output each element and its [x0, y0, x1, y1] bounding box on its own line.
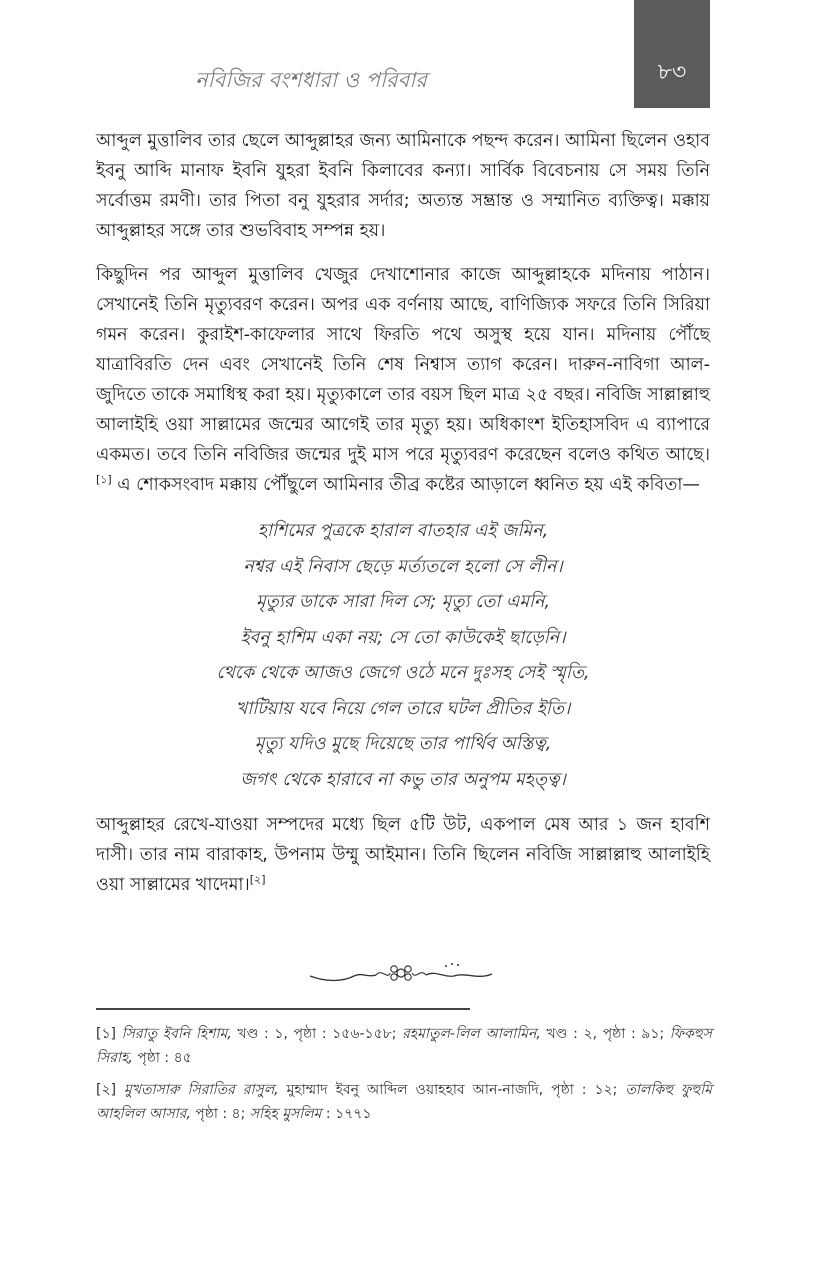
footnote-text: : ১৭৭১: [321, 1106, 372, 1122]
paragraph-2-text-b: এ শোকসংবাদ মক্কায় পৌঁছুলে আমিনার তীব্র কষ্টের আড়ালে ধ্বনিত হয় এই কবিতা—: [111, 475, 700, 495]
footnote-text: খণ্ড : ১, পৃষ্ঠা : ১৫৬-১৫৮;: [231, 1026, 403, 1042]
footnote-source-title: মুখতাসারু সিরাতির রাসুল,: [124, 1082, 279, 1098]
footnote-text: পৃষ্ঠা : ৪৫: [132, 1050, 192, 1066]
paragraph-2-text-a: কিছুদিন পর আব্দুল মুত্তালিব খেজুর দেখাশোনার কাজে আব্দুল্লাহকে মদিনায় পাঠান। সেখানেই তিনি মৃত্যুবরণ করেন। অপর এক বর্ণনায় আছে, বাণিজ্যিক সফরে তিনি সিরিয়া গমন করেন। কুরাইশ-কাফেলার সাথে ফিরতি পথে অসুস্থ হয়ে যান। মদিনায় পৌঁছে যাত্রাবিরতি দেন এবং সেখানেই তিনি শেষ নিশ্বাস ত্যাগ করেন। দারুন-নাবিগা আল-জুদিতে তাকে সমাধিস্থ করা হয়। মৃত্যুকালে তার বয়স ছিল মাত্র ২৫ বছর। নবিজি সাল্লাল্লাহু আলাইহি ওয়া সাল্লামের জন্মের আগেই তার মৃত্যু হয়। অধিকাংশ ইতিহাসবিদ এ ব্যাপারে একমত। তবে তিনি নবিজির জন্মের দুই মাস পরে মৃত্যুবরণ করেছেন বলেও কথিত আছে।: [96, 265, 710, 465]
footnote-divider: [96, 1008, 470, 1010]
footnote-source-title: তালকিহু ফুহুমি আহলিল আসার,: [96, 1082, 712, 1122]
footnotes: [96, 1022, 712, 1134]
footnote-text: খণ্ড : ২, পৃষ্ঠা : ৯১;: [540, 1026, 670, 1042]
poem-line: জগৎ থেকে হারাবে না কভু তার অনুপম মহত্ত্ব।: [240, 769, 566, 790]
footnote-source-title: সিরাতু ইবনি হিশাম,: [121, 1026, 232, 1042]
poem-line: মৃত্যুর ডাকে সারা দিল সে; মৃত্যু তো এমনি,: [255, 592, 551, 612]
poem-line: নশ্বর এই নিবাস ছেড়ে মর্ত্যতলে হলো সে লীন।: [243, 556, 563, 577]
page-number: ৮৩: [657, 60, 687, 85]
footnote-marker: [২]: [96, 1082, 117, 1098]
footnote-source-title: ফিকহুস সিরাহ,: [96, 1026, 712, 1066]
footnote-source-title: রহমাতুল-লিল আলামিন,: [402, 1026, 541, 1042]
paragraph-3: [96, 810, 710, 900]
footnote-text: পৃষ্ঠা : ৪;: [190, 1106, 250, 1122]
footnote-2: [96, 1078, 712, 1126]
poem: [96, 514, 710, 798]
footnote-marker: [১]: [96, 1026, 117, 1042]
footnote-ref-2[interactable]: [২]: [249, 873, 266, 887]
paragraph-1: আব্দুল মুত্তালিব তার ছেলে আব্দুল্লাহর জন্য আমিনাকে পছন্দ করেন। আমিনা ছিলেন ওহাব ইবনু আব্দি মানাফ ইবনি যুহরা ইবনি কিলাবের কন্যা। সার্বিক বিবেচনায় সে সময় তিনি সর্বোত্তম রমণী। তার পিতা বনু যুহরার সর্দার; অত্যন্ত সম্ভ্রান্ত ও সম্মানিত ব্যক্তিত্ব। মক্কায় আব্দুল্লাহর সঙ্গে তার শুভবিবাহ সম্পন্ন হয়।: [96, 131, 710, 241]
footnote-text: মুহাম্মাদ ইবনু আব্দিল ওয়াহহাব আন-নাজদি, পৃষ্ঠা : ১২;: [278, 1082, 626, 1098]
paragraph-2: [96, 260, 710, 500]
poem-line: মৃত্যু যদিও মুছে দিয়েছে তার পার্থিব অস্তিত্ব,: [254, 734, 552, 754]
footnote-1: [96, 1022, 712, 1070]
page-number-tab: [634, 0, 710, 108]
footnote-ref-1[interactable]: [১]: [96, 473, 112, 487]
poem-line: ইবনু হাশিম একা নয়; সে তো কাউকেই ছাড়েনি।: [240, 627, 566, 648]
paragraph-3-text: আব্দুল্লাহর রেখে-যাওয়া সম্পদের মধ্যে ছিল ৫টি উট, একপাল মেষ আর ১ জন হাবশি দাসী। তার নাম বারাকাহ, উপনাম উম্মু আইমান। তিনি ছিলেন নবিজি সাল্লাল্লাহু আলাইহি ওয়া সাল্লামের খাদেমা।: [96, 815, 710, 895]
poem-line: থেকে থেকে আজও জেগে ওঠে মনে দুঃসহ সেই স্মৃতি,: [216, 663, 590, 683]
poem-line: খাটিয়ায় যবে নিয়ে গেল তারে ঘটল প্রীতির ইতি।: [235, 698, 571, 719]
running-header-title: নবিজির বংশধারা ও পরিবার: [195, 68, 427, 92]
footnote-source-title: সহিহ মুসলিম: [249, 1106, 322, 1122]
main-content: [96, 126, 710, 914]
floral-ornament-icon: [306, 958, 496, 988]
poem-line: হাশিমের পুত্রকে হারাল বাতহার এই জমিন,: [257, 521, 549, 541]
